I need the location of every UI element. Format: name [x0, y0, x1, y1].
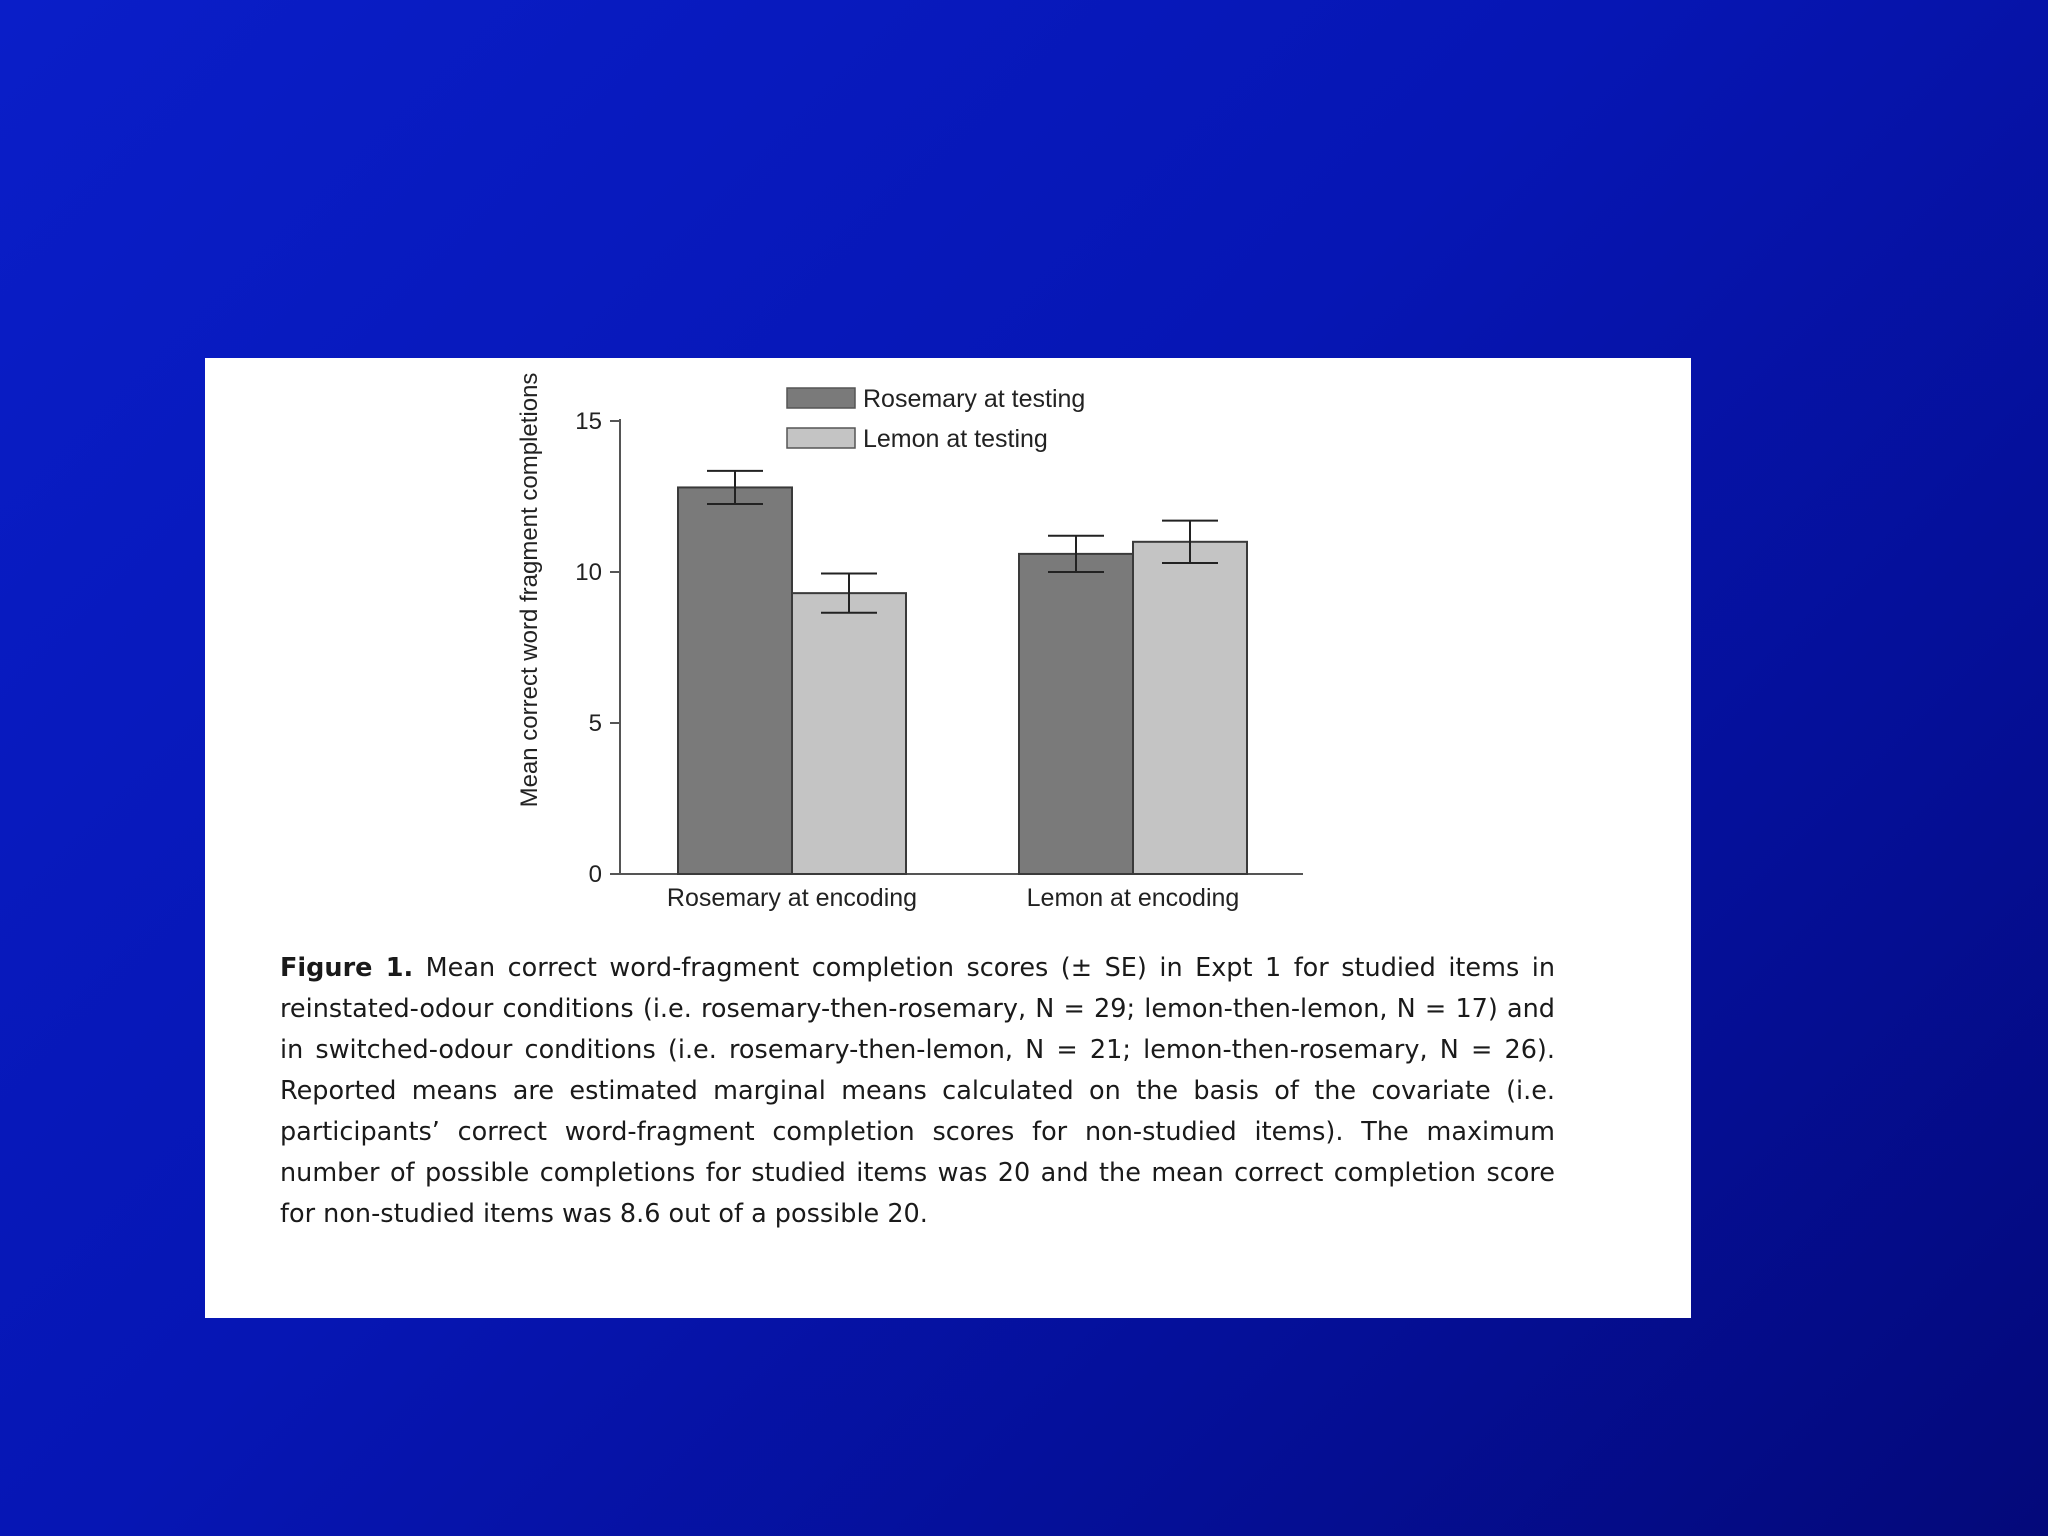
x-category-label: Rosemary at encoding	[666, 884, 918, 912]
bars	[678, 487, 1247, 874]
figure-caption	[280, 948, 1555, 1235]
x-category-label: Lemon at encoding	[1026, 884, 1240, 912]
y-tick-label: 10	[575, 559, 602, 586]
y-ticks	[575, 408, 620, 888]
y-tick-label: 15	[575, 408, 602, 435]
caption-text: Mean correct word-fragment completion scores (± SE) in Expt 1 for studied items in reinstated-odour conditions (i.e. rosemary-then-rosemary, N = 29; lemon-then-lemon, N = 17) and in switched-odour conditions (i.e. rosemary-then-lemon, N = 21; lemon-then-rosemary, N = 26). Reported means are estimated marginal means calculated on the basis of the covariate (i.e. participants’ correct word-fragment completion scores for non-studied items). The maximum number of possible completions for studied items was 20 and the mean correct completion score for non-studied items was 8.6 out of a possible 20.	[280, 953, 1555, 1229]
figure-panel	[205, 358, 1691, 1318]
legend-swatch	[787, 388, 855, 408]
y-axis-label: Mean correct word fragment completions	[516, 372, 543, 808]
y-tick-label: 0	[588, 861, 602, 888]
y-tick-label: 5	[588, 710, 602, 737]
x-category-labels	[667, 884, 1239, 912]
bar-chart	[205, 358, 1691, 918]
legend	[787, 385, 1085, 453]
bar	[1019, 554, 1133, 874]
caption-label: Figure 1.	[280, 953, 414, 983]
legend-label: Rosemary at testing	[863, 385, 1086, 413]
bar	[792, 593, 906, 874]
legend-label: Lemon at testing	[863, 425, 1048, 453]
bar	[678, 487, 792, 874]
legend-swatch	[787, 428, 855, 448]
bar	[1133, 542, 1247, 874]
